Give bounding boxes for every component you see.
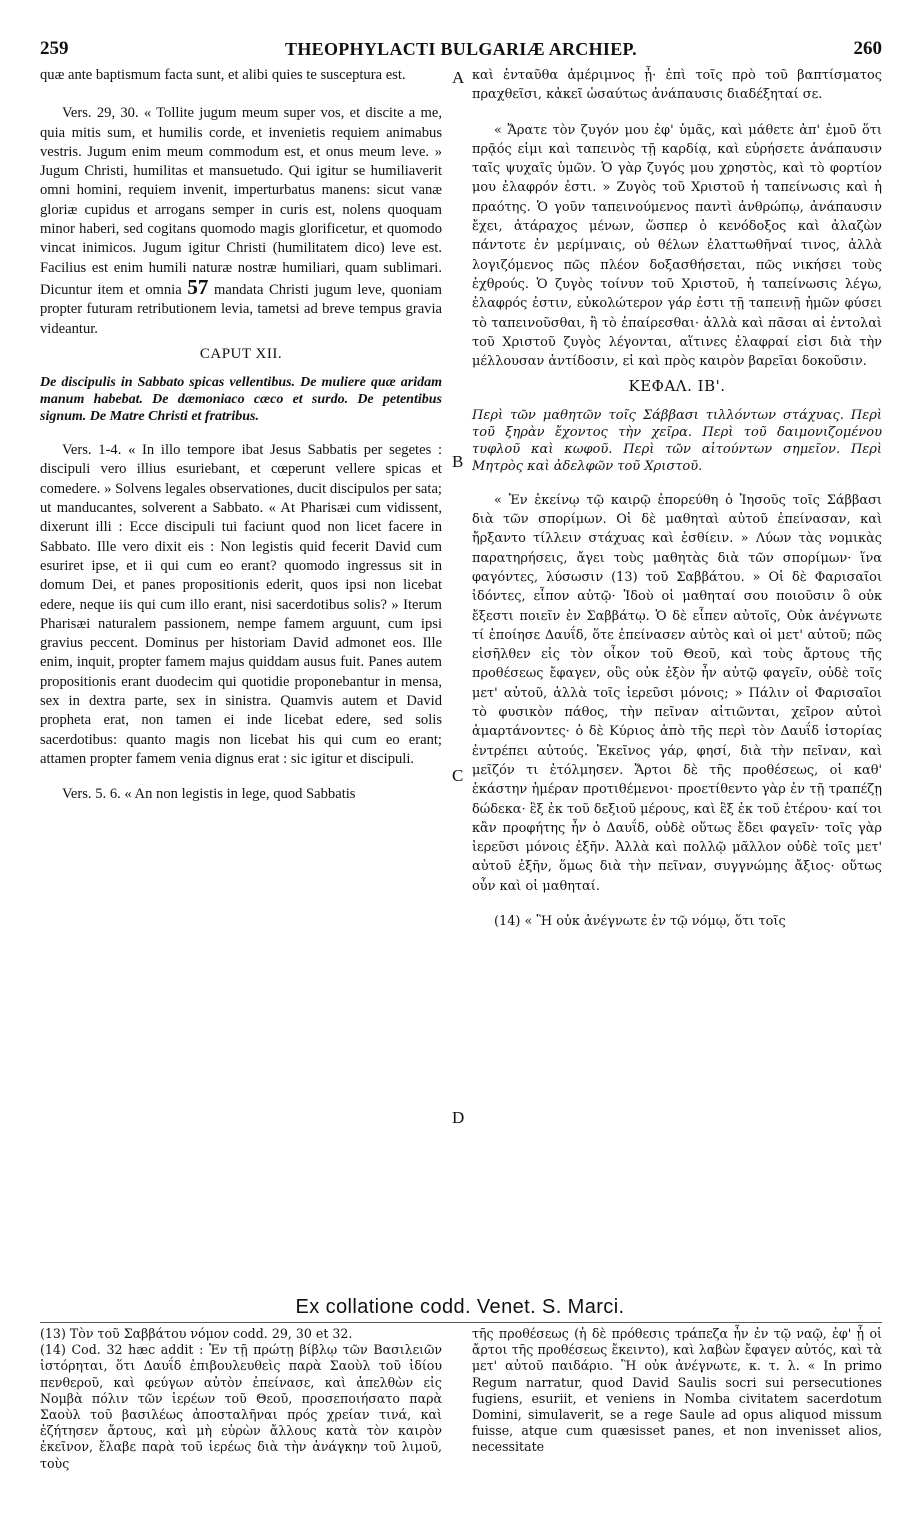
greek-paragraph-4: (14) « Ἢ οὐκ ἀνέγνωτε ἐν τῷ νόμῳ, ὅτι τοῖς (494, 913, 786, 929)
greek-paragraph-2: « Ἄρατε τὸν ζυγόν μου ἐφ' ὑμᾶς, καὶ μάθετε ἀπ' ἐμοῦ ὅτι πρᾷός εἰμι καὶ ταπεινὸς τῇ καρδίᾳ, καὶ εὑρήσετε ἀνάπαυσιν ταῖς ψυχαῖς ὑμῶν. Ὁ γὰρ ζυγός μου χρηστὸς, καὶ τὸ φορτίον μου ἐλαφρόν ἐστι. » Ζυγὸς τοῦ Χριστοῦ ἡ ταπείνωσις καὶ ἡ πραότης. Ὁ γοῦν ταπεινούμενος παντὶ ἀνθρώπῳ, ἀνάπαυσιν ἔχει, ἀτάραχος μένων, ὥσπερ ὁ κενόδοξος καὶ ἀλαζὼν πάντοτε ἐν μερίμναις, οὐ θέλων ἐλαττωθῆναί τινος, ἀλλὰ λογιζόμενος πῶς πλέον δοξασθήσεται, πῶς νικήσει τοὺς ἐχθρούς. Ὁ ζυγὸς τοίνυν τοῦ Χριστοῦ, ἡ ταπείνωσις λέγω, ἐλαφρός ἐστιν, εὐκολώτερον γάρ ἐστι τῇ ταπεινῇ ἡμῶν φύσει τὸ ταπεινοῦσθαι, ἢ τὸ ἐπαίρεσθαι· ἀλλὰ καὶ πᾶσαι αἱ ἐντολαὶ τοῦ Χριστοῦ ζυγὸς λέγονται, αἵτινες ἐλαφραί εἰσι διὰ τὴν μέλλουσαν ἀντίδοσιν, εἰ καὶ πρὸς καιρὸν βαρεῖαι δοκοῦσιν. (472, 122, 882, 370)
latin-chapter-summary: De discipulis in Sabbato spicas vellentibus. De muliere quæ aridam manum habebat. De dæmoniaco cæco et surdo. De petentibus signum. De Matre Christi et fratribus. (40, 375, 442, 425)
margin-letter-c: C (452, 766, 464, 785)
latin-paragraph-3: Vers. 1-4. « In illo tempore ibat Jesus Sabbatis per segetes : discipuli vero illius esuriebant, et cœperunt vellere spicas et comedere. » Solvens legales observationes, ducit discipulos per sata; ut manducantes, solverent a Sabbato. « At Pharisæi cum vidissent, dixerunt illi : Ecce discipuli tui faciunt quod non licet facere in Sabbato. Ille vero dixit eis : Non legistis quid fecerit David cum esuriret ipse, et ii qui cum eo erant? quomodo ingressus sit in domum Dei, et panes propositionis ederit, quos ipsi non licebat edere, neque iis qui cum illo erant, nisi sacerdotibus solis? » Iterum Pharisæi naturalem passionem, nempe famem arguunt, cum ipsi gravius peccent. Dominus per historiam David admonet eos. Ille enim, inquit, propter famem majus quiddam ausus fuit. Panes autem propositionis erant duodecim qui quotidie proponebantur in mensa, sex in dextra parte, sex in sinistra. Quamvis autem et David propheta erat, non tamen ei inde licebat edere, sed solis sacerdotibus: quanto magis non licebat his qui cum eo erant; attamen propter famem venia dignus erat : sic igitur et discipuli. (40, 442, 442, 767)
margin-letter-d: D (452, 1108, 465, 1127)
greek-column (472, 66, 882, 931)
greek-paragraph-1: καὶ ἐνταῦθα ἀμέριμνος ᾖ· ἐπὶ τοῖς πρὸ τοῦ βαπτίσματος πραχθεῖσι, κἀκεῖ ὡσαύτως ἀνάπαυσις διαδέξηταί σε. (472, 68, 882, 103)
greek-chapter-heading: ΚΕΦΑΛ. ΙΒ'. (628, 377, 726, 396)
footnote-divider (40, 1322, 882, 1323)
footnote-14: (14) Cod. 32 hæc addit : Ἐν τῇ πρώτῃ βίβλῳ τῶν Βασιλειῶν ἱστόρηται, ὅτι Δαυΐδ ἐπιβουλευθεὶς παρὰ Σαοὺλ τοῦ ἰδίου πενθεροῦ, καὶ φεύγων αὐτὸν ἐπείνασε, καὶ ἀπελθὼν εἰς Νομβὰ πόλιν τῶν ἱερέων τοῦ Θεοῦ, προσεποιήσατο παρὰ Σαοὺλ τοῦ βασιλέως ἀποσταλῆναι πρός χρείαν τινά, καὶ ἐζήτησεν ἄρτους, καὶ μὴ εὑρὼν ἄλλους κατὰ τὸν καιρὸν ἐκεῖνον, ἔλαβε παρὰ τοῦ ἱερέως διὰ τὴν ἀνάγκην τοῦ λιμοῦ, τοὺς (40, 1342, 442, 1471)
running-title: THEOPHYLACTI BULGARIÆ ARCHIEP. (285, 39, 637, 59)
greek-chapter-summary: Περὶ τῶν μαθητῶν τοῖς Σάββασι τιλλόντων στάχυας. Περὶ τοῦ ξηρὰν ἔχοντος τὴν χεῖρα. Περὶ τοῦ δαιμονιζομένου τυφλοῦ καὶ κωφοῦ. Περὶ τῶν αἰτούντων σημεῖον. Περὶ Μητρὸς καὶ ἀδελφῶν τοῦ Χριστοῦ. (472, 407, 882, 474)
page-number-left: 259 (40, 38, 69, 59)
latin-paragraph-2 (40, 104, 442, 339)
column-number: 57 (187, 274, 209, 299)
latin-paragraph-4: Vers. 5. 6. « An non legistis in lege, quod Sabbatis (62, 786, 356, 803)
footnote-14-continued: τῆς προθέσεως (ἡ δὲ πρόθεσις τράπεζα ἦν ἐν τῷ ναῷ, ἐφ' ᾗ οἱ ἄρτοι τῆς προθέσεως ἔκειντο), καὶ λαβὼν ἔφαγεν αὐτός, καὶ τὰ μετ' αὐτοῦ παιδάριο. Ἢ οὐκ ἀνέγνωτε, κ. τ. λ. « In primo Regum narratur, quod David Saulis socri sui persecutiones fugiens, esuriit, et veniens in Nomba civitatem sacerdotum Domini, simulaverit, se a rege Saule ad opus aliquod missum fuisse, atque cum quæsisset panes, et non invenisset alios, necessitate (472, 1326, 882, 1455)
footnote-13: (13) Τὸν τοῦ Σαββάτου νόμον codd. 29, 30 et 32. (40, 1326, 353, 1341)
latin-paragraph-1: quæ ante baptismum facta sunt, et alibi quies te susceptura est. (40, 67, 406, 83)
page-number-right: 260 (853, 38, 882, 59)
margin-letter-b: B (452, 452, 464, 471)
running-head (40, 38, 882, 62)
greek-paragraph-3: « Ἐν ἐκείνῳ τῷ καιρῷ ἐπορεύθη ὁ Ἰησοῦς τοῖς Σάββασι διὰ τῶν σπορίμων. Οἱ δὲ μαθηταὶ αὐτοῦ ἐπείνασαν, καὶ ἤρξαντο τίλλειν στάχυας καὶ ἐσθίειν. » Λύων τὰς νομικὰς παρατηρήσεις, ἄγει τοὺς μαθητὰς διὰ τῶν σπορίμων· ἵνα φαγόντες, λύσωσιν (13) τοῦ Σαββάτου. » Οἱ δὲ Φαρισαῖοι ἰδόντες, εἶπον αὐτῷ· Ἰδοὺ οἱ μαθηταί σου ποιοῦσιν ὃ οὐκ ἔξεστι ποιεῖν ἐν Σαββάτῳ. Ὁ δὲ εἶπεν αὐτοῖς, Οὐκ ἀνέγνωτε τί ἐποίησε Δαυΐδ, ὅτε ἐπείνασεν αὐτὸς καὶ οἱ μετ' αὐτοῦ; πῶς εἰσῆλθεν εἰς τὸν οἶκον τοῦ Θεοῦ, καὶ τοὺς ἄρτους τῆς προθέσεως ἔφαγεν, οὓς οὐκ ἐξὸν ἦν αὐτῷ φαγεῖν, οὐδὲ τοῖς μετ' αὐτοῦ, ἀλλὰ τοῖς ἱερεῦσι μόνοις; » Πάλιν οἱ Φαρισαῖοι τὸ φυσικὸν πάθος, τὴν πεῖναν αἰτιῶνται, χεῖρον αὐτοὶ ἁμαρτάνοντες· ὁ δὲ Κύριος ἀπὸ τῆς περὶ τὸν Δαυΐδ ἱστορίας ἐντρέπει αὐτούς. Ἐκεῖνος γάρ, φησί, διὰ τὴν πεῖναν, καὶ μεῖζόν τι ἐτόλμησεν. Ἄρτοι δὲ τῆς προθέσεως, οἱ καθ' ἑκάστην ἡμέραν προτιθέμενοι· προετίθεντο γὰρ ἐν τῇ τραπέζῃ δώδεκα· ἓξ ἐκ τοῦ δεξιοῦ μέρους, καὶ ἓξ ἐκ τοῦ ἑτέρου· καί τοι κἂν προφήτης ἦν ὁ Δαυΐδ, οὐδὲ οὕτως ἔδει φαγεῖν· τοῖς γὰρ ἱερεῦσι μόνοις ἐξῆν. Ἀλλὰ καὶ πολλῷ μᾶλλον οὐδὲ τοῖς μετ' αὐτοῦ ἐξῆν, ὅμως διὰ τὴν πεῖναν, συγγνώμης ἄξιος· οὕτως οὖν καὶ οἱ μαθηταί. (472, 492, 882, 894)
margin-letter-a: A (452, 68, 465, 87)
footnotes-right (472, 1326, 882, 1456)
footnotes-left (40, 1326, 442, 1472)
latin-column (40, 66, 442, 805)
latin-chapter-heading: CAPUT XII. (199, 345, 283, 362)
latin-paragraph-2-text: Vers. 29, 30. « Tollite jugum meum super vos, et discite a me, quia mitis sum, et humilis corde, et invenietis requiem animabus vestris. Jugum enim meum commodum est, et onus meum leve. » Jugum Christi, humilitas et mansuetudo. Qui igitur se humiliaverit omni homini, requiem invenit, imperturbatus manens: sicut vanæ gloriæ cupidus et arrogans semper in curis est, nolens quoquam minor haberi, sed cogitans quomodo magis glorificetur, et quomodo vincat inimicos. Jugum igitur Christi (humilitatem dico) leve est. Facilius est enim humili naturæ nostræ humiliari, quam sublimari. Dicuntur item et omnia (40, 105, 442, 298)
collation-heading: Ex collatione codd. Venet. S. Marci. (295, 1296, 625, 1318)
latin-paragraph-2-end: mandata Christi jugum leve, quoniam propter futuram retributionem levia, tametsi ad breve tempus gravia videantur. (40, 281, 442, 337)
